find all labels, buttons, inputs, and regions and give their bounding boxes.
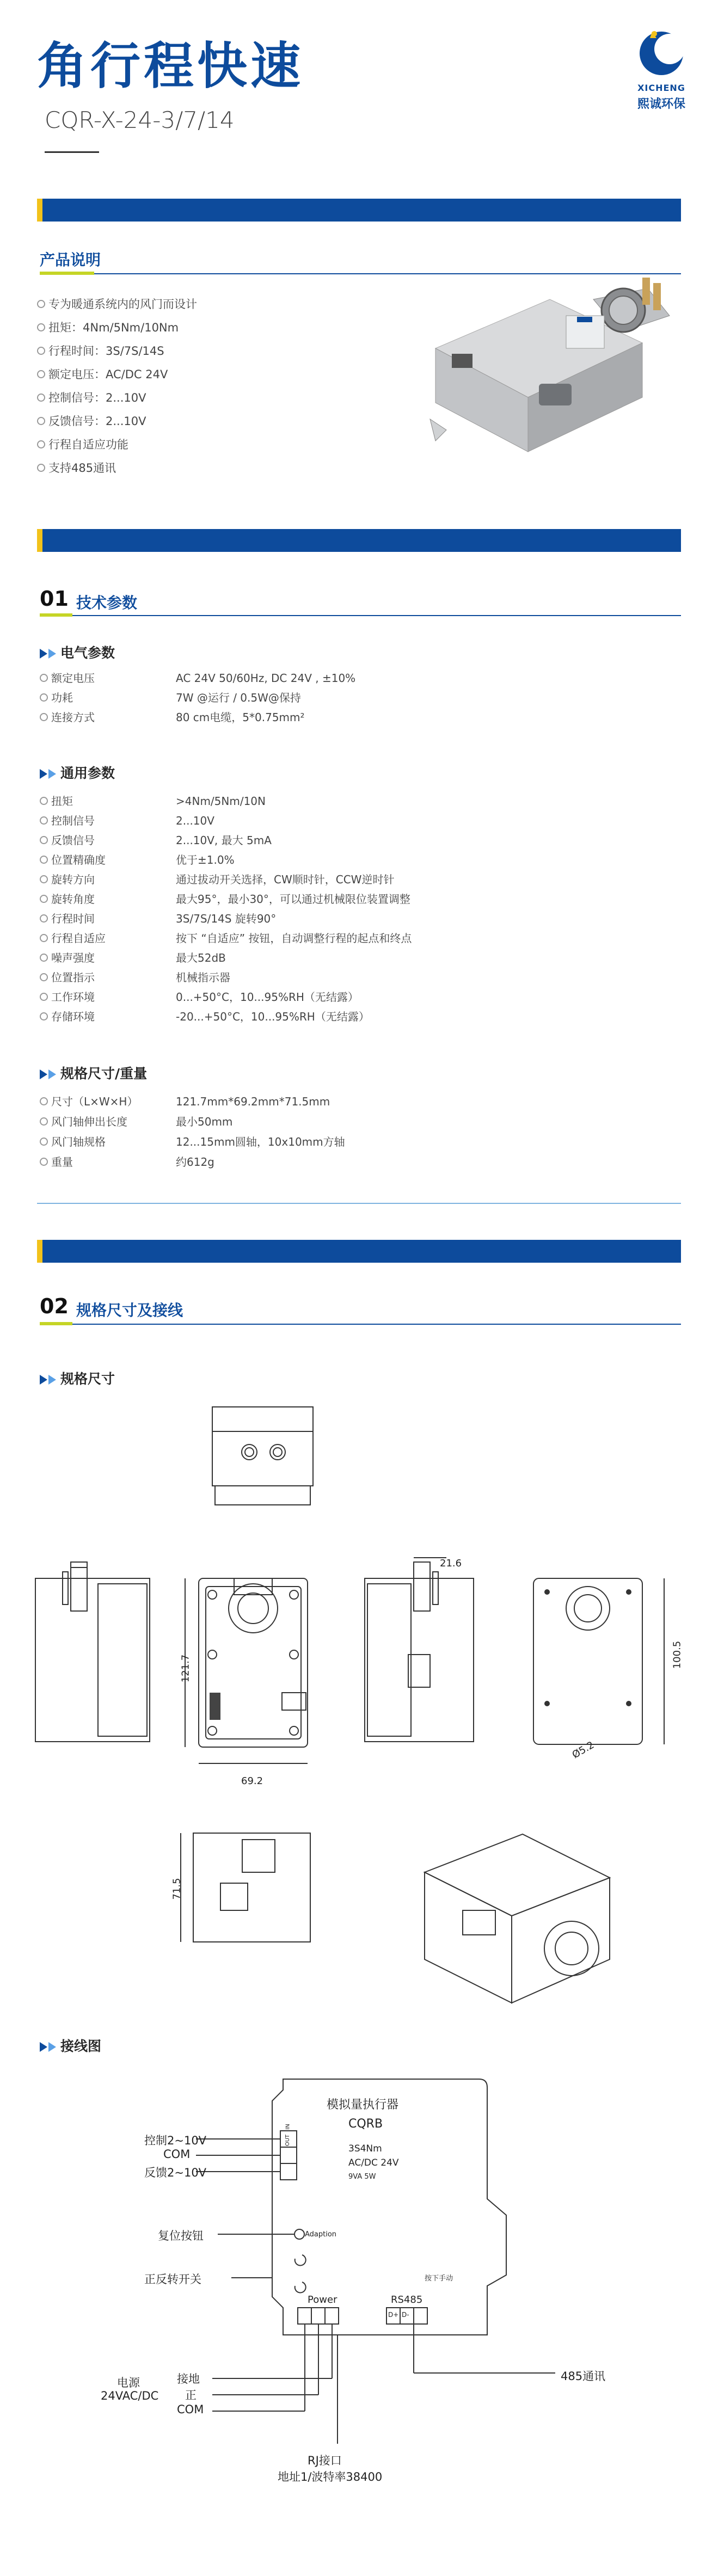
param-key: 尺寸（L×W×H）	[40, 1092, 138, 1112]
param-value: >4Nm/5Nm/10N	[176, 795, 266, 808]
triangle-icon	[40, 1069, 47, 1079]
feature-item: 专为暖通系统内的风门而设计	[37, 293, 320, 316]
rj-interface-sub: 地址1/波特率38400	[278, 2470, 383, 2483]
param-key: 旋转角度	[40, 889, 95, 909]
bullet-icon	[40, 934, 48, 942]
feedback-signal-label: 反馈2~10V	[144, 2166, 207, 2179]
device-model: CQRB	[348, 2117, 383, 2131]
param-row	[40, 870, 639, 889]
param-value: 机械指示器	[176, 971, 230, 984]
dims-heading: 规格尺寸	[40, 1368, 115, 1388]
device-title: 模拟量执行器	[327, 2098, 399, 2112]
band-accent	[37, 529, 42, 552]
page-title: 角行程快速	[37, 37, 304, 95]
power-com-label: COM	[177, 2403, 204, 2416]
bullet-icon	[40, 875, 48, 883]
param-value: 0...+50°C，10...95%RH（无结露）	[176, 991, 359, 1004]
param-row	[40, 811, 639, 831]
feature-item: 行程时间：3S/7S/14S	[37, 340, 320, 363]
param-row	[40, 987, 639, 1007]
param-key: 位置精确度	[40, 850, 106, 870]
feature-item: 行程自适应功能	[37, 433, 320, 457]
bullet-icon	[40, 1117, 48, 1126]
rs485-comm-label: 485通讯	[561, 2370, 606, 2383]
param-value: AC 24V 50/60Hz, DC 24V , ±10%	[176, 672, 356, 685]
feature-item: 反馈信号：2...10V	[37, 410, 320, 433]
front-view-drawing	[185, 1578, 308, 1763]
param-row	[40, 948, 639, 968]
isometric-drawing	[425, 1834, 610, 2003]
band-accent	[37, 1240, 42, 1263]
triangle-outline-icon	[48, 1069, 56, 1079]
electric-table	[40, 668, 639, 727]
dim-height-label: 121.7	[180, 1654, 192, 1683]
feature-item: 额定电压：AC/DC 24V	[37, 363, 320, 386]
param-value: 最小50mm	[176, 1115, 233, 1128]
power-supply-voltage: 24VAC/DC	[101, 2389, 159, 2402]
section-band	[37, 1240, 681, 1263]
wiring-diagram	[33, 2068, 686, 2558]
com-label: COM	[163, 2148, 191, 2161]
bullet-icon	[37, 300, 45, 308]
rj-interface-label: RJ接口	[308, 2454, 342, 2467]
divider	[45, 151, 99, 153]
dimension-drawings	[33, 1399, 686, 2025]
param-row	[40, 688, 639, 708]
param-row	[40, 668, 639, 688]
param-row	[40, 1152, 639, 1172]
triangle-outline-icon	[48, 1375, 56, 1385]
section-band	[37, 529, 681, 552]
bullet-icon	[40, 693, 48, 702]
bullet-icon	[37, 464, 45, 472]
general-heading: 通用参数	[40, 763, 115, 782]
bullet-icon	[40, 713, 48, 721]
param-key: 噪声强度	[40, 948, 95, 968]
param-row	[40, 791, 639, 811]
bullet-icon	[40, 1012, 48, 1020]
dim-depth-label: 71.5	[171, 1878, 183, 1900]
device-spec-2: AC/DC 24V	[348, 2157, 399, 2168]
param-value: 7W @运行 / 0.5W@保持	[176, 691, 301, 704]
feature-item: 支持485通讯	[37, 457, 320, 480]
triangle-icon	[40, 2042, 47, 2052]
reset-button-label: 复位按钮	[158, 2229, 204, 2242]
bullet-icon	[40, 797, 48, 805]
param-value: 3S/7S/14S 旋转90°	[176, 912, 277, 925]
bullet-icon	[40, 914, 48, 923]
bottom-view-drawing	[181, 1833, 310, 1942]
side-view-left-drawing	[35, 1562, 150, 1742]
param-row	[40, 1092, 639, 1112]
param-row	[40, 831, 639, 850]
triangle-icon	[40, 769, 47, 779]
param-row	[40, 968, 639, 987]
param-key: 旋转方向	[40, 870, 95, 889]
param-value: 优于±1.0%	[176, 853, 235, 866]
param-key: 额定电压	[40, 668, 95, 688]
bullet-icon	[40, 674, 48, 682]
triangle-icon	[40, 649, 47, 659]
terminal-in: IN	[285, 2124, 291, 2130]
terminal-d-plus: D+	[388, 2311, 399, 2319]
param-key: 行程时间	[40, 909, 95, 929]
power-label: Power	[308, 2294, 337, 2306]
logo-name: 熙诚环保	[637, 97, 685, 111]
dimension-heading: 规格尺寸/重量	[40, 1063, 147, 1083]
triangle-outline-icon	[48, 649, 56, 659]
param-value: 2...10V	[176, 814, 214, 827]
bullet-icon	[40, 1097, 48, 1105]
dim-width-label: 69.2	[241, 1775, 263, 1787]
feature-item: 控制信号：2...10V	[37, 386, 320, 410]
heading-underline	[40, 1324, 681, 1325]
triangle-outline-icon	[48, 2042, 56, 2052]
power-supply-label: 电源	[117, 2376, 140, 2389]
param-key: 控制信号	[40, 811, 95, 831]
dimension-table	[40, 1092, 639, 1172]
param-value: -20...+50°C，10...95%RH（无结露）	[176, 1010, 370, 1023]
bullet-icon	[37, 370, 45, 378]
param-key: 扭矩	[40, 791, 73, 811]
param-row	[40, 889, 639, 909]
intro-heading: 产品说明	[40, 251, 101, 269]
dim-shaft-label: 21.6	[440, 1558, 462, 1569]
param-key: 位置指示	[40, 968, 95, 987]
heading-accent	[40, 1322, 72, 1325]
bullet-icon	[37, 323, 45, 331]
bullet-icon	[40, 1158, 48, 1166]
bullet-icon	[40, 993, 48, 1001]
terminal-d-minus: D-	[402, 2311, 409, 2319]
direction-switch-label: 正反转开关	[144, 2273, 201, 2286]
section-number: 01	[40, 587, 69, 611]
heading-accent	[40, 272, 94, 275]
bullet-icon	[40, 895, 48, 903]
param-key: 重量	[40, 1152, 73, 1172]
bullet-icon	[40, 954, 48, 962]
param-key: 功耗	[40, 688, 73, 708]
heading-underline	[40, 615, 681, 616]
param-row	[40, 850, 639, 870]
param-value: 12...15mm圆轴，10x10mm方轴	[176, 1135, 345, 1148]
section-number: 02	[40, 1294, 69, 1318]
wiring-heading: 接线图	[40, 2036, 101, 2055]
model-number: CQR-X-24-3/7/14	[45, 107, 235, 133]
dim-hole-label: Ø5.2	[570, 1739, 597, 1761]
bullet-icon	[40, 836, 48, 844]
electric-heading: 电气参数	[40, 642, 115, 662]
bullet-icon	[40, 856, 48, 864]
manual-label: 按下手动	[425, 2274, 453, 2283]
top-view-drawing	[212, 1407, 313, 1505]
param-value: 80 cm电缆，5*0.75mm²	[176, 711, 305, 724]
control-signal-label: 控制2~10V	[144, 2134, 207, 2147]
param-value: 2...10V, 最大 5mA	[176, 834, 272, 847]
device-spec-3: 9VA 5W	[348, 2173, 376, 2181]
product-photo	[414, 256, 675, 474]
param-row	[40, 708, 639, 727]
triangle-icon	[40, 1375, 47, 1385]
param-row	[40, 1007, 639, 1026]
ground-label: 接地	[177, 2372, 200, 2386]
rs485-label: RS485	[391, 2294, 423, 2306]
general-table	[40, 791, 639, 1026]
feature-list	[37, 293, 320, 480]
back-view-drawing	[533, 1578, 664, 1744]
device-spec-1: 3S4Nm	[348, 2143, 382, 2154]
param-value: 按下 “自适应” 按钮，自动调整行程的起点和终点	[176, 932, 412, 945]
bullet-icon	[37, 347, 45, 355]
section-band	[37, 199, 681, 222]
bullet-icon	[40, 816, 48, 825]
feature-item: 扭矩：4Nm/5Nm/10Nm	[37, 316, 320, 340]
logo-sub: XICHENG	[637, 83, 685, 93]
param-row	[40, 909, 639, 929]
param-key: 风门轴规格	[40, 1132, 106, 1152]
param-key: 风门轴伸出长度	[40, 1112, 127, 1132]
param-key: 连接方式	[40, 708, 95, 727]
param-key: 行程自适应	[40, 929, 106, 948]
dim-side-label: 100.5	[671, 1640, 683, 1669]
param-key: 存储环境	[40, 1007, 95, 1026]
param-row	[40, 1112, 639, 1132]
positive-label: 正	[185, 2389, 197, 2402]
bullet-icon	[37, 394, 45, 402]
heading-accent	[40, 613, 72, 617]
param-key: 反馈信号	[40, 831, 95, 850]
bullet-icon	[40, 973, 48, 981]
param-value: 约612g	[176, 1155, 214, 1169]
bullet-icon	[37, 417, 45, 425]
param-value: 通过拔动开关选择，CW顺时针，CCW逆时针	[176, 873, 395, 886]
company-logo	[626, 22, 697, 82]
param-row	[40, 1132, 639, 1152]
param-value: 最大52dB	[176, 951, 226, 964]
divider	[37, 1203, 681, 1204]
section-heading: 技术参数	[76, 594, 138, 612]
triangle-outline-icon	[48, 769, 56, 779]
terminal-out: OUT	[285, 2134, 291, 2147]
param-row	[40, 929, 639, 948]
section-heading: 规格尺寸及接线	[76, 1301, 183, 1319]
band-accent	[37, 199, 42, 222]
bullet-icon	[40, 1138, 48, 1146]
param-key: 工作环境	[40, 987, 95, 1007]
adaption-label: Adaption	[305, 2230, 337, 2239]
bullet-icon	[37, 440, 45, 448]
param-value: 最大95°，最小30°，可以通过机械限位装置调整	[176, 893, 410, 906]
param-value: 121.7mm*69.2mm*71.5mm	[176, 1095, 330, 1108]
side-view-right-drawing	[365, 1558, 474, 1742]
